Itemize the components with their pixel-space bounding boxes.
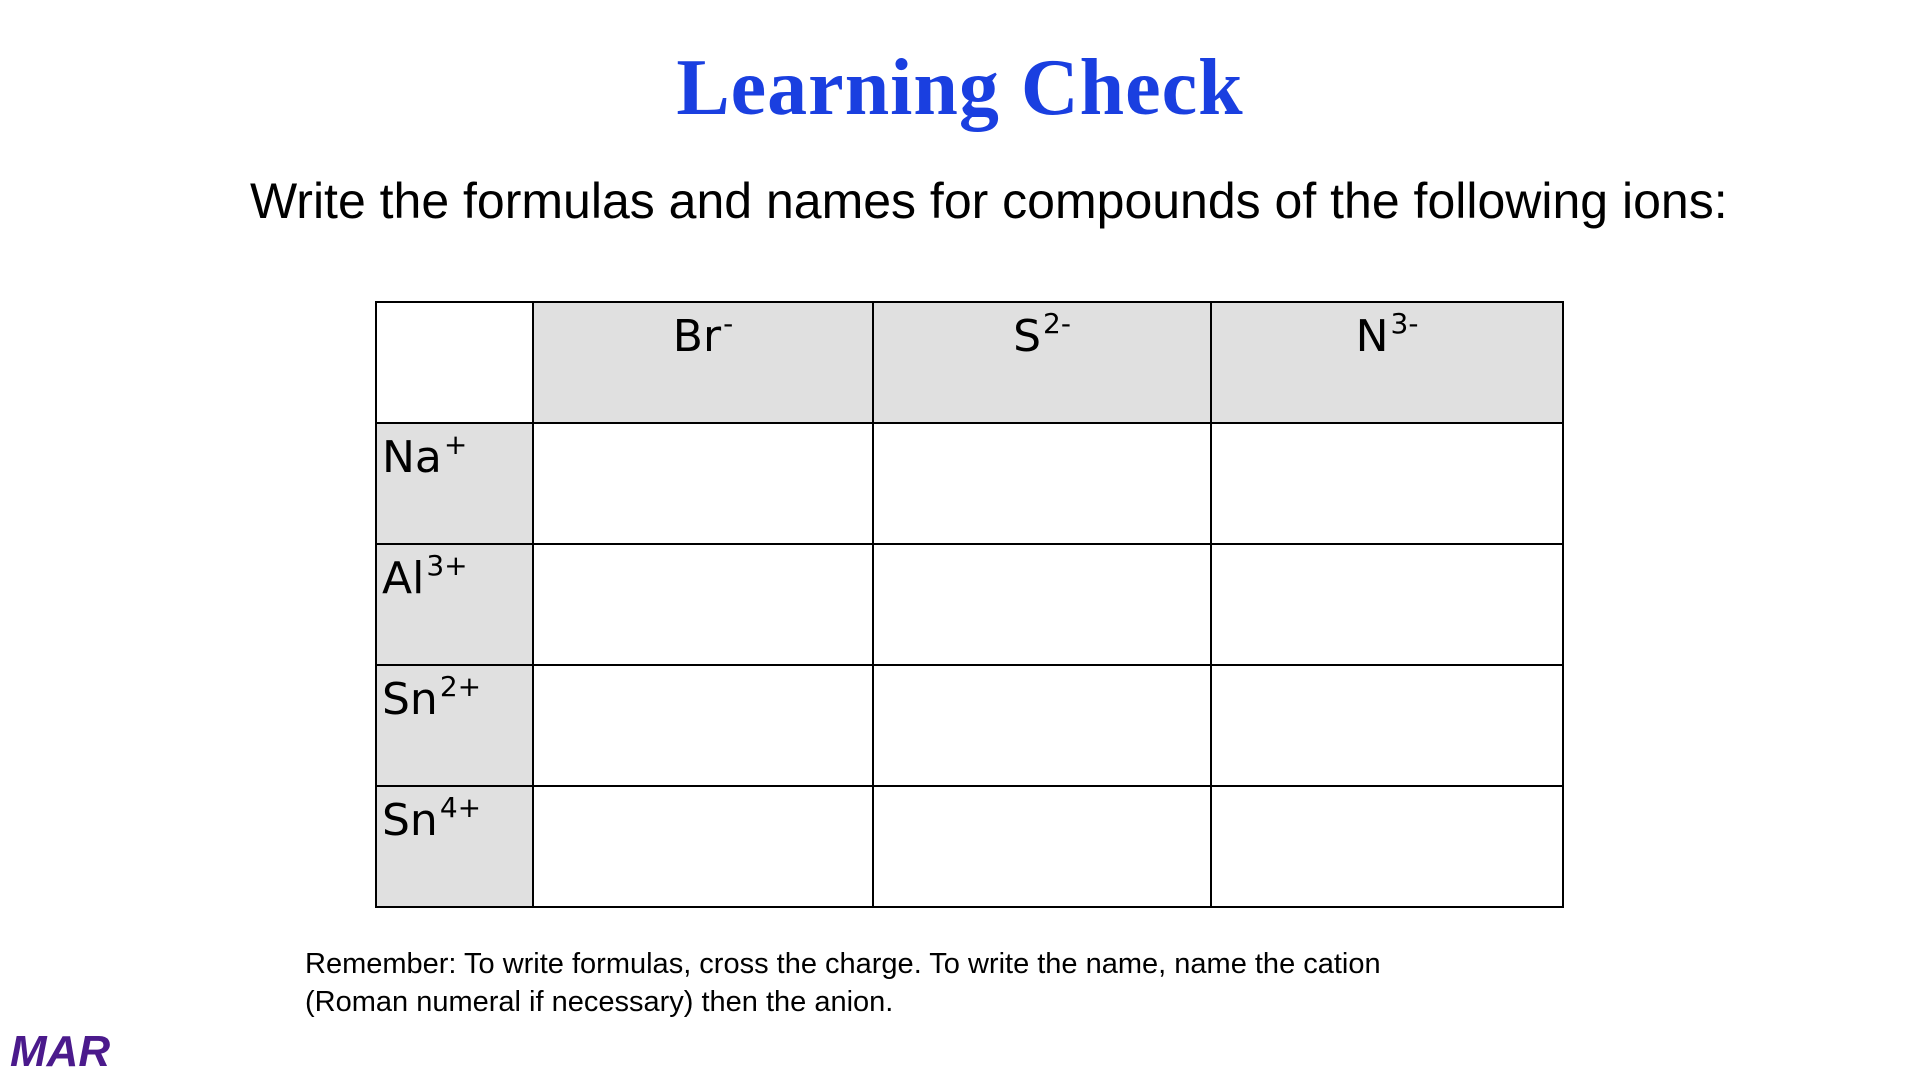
answer-cell: [873, 423, 1211, 544]
anion-symbol: N: [1355, 311, 1389, 362]
table-row: [376, 786, 1563, 907]
anion-header-br: [533, 302, 873, 423]
cation-charge: +: [443, 428, 468, 461]
slide-title: Learning Check: [676, 44, 1244, 132]
anion-charge: 2-: [1043, 307, 1071, 340]
cation-header-al: [376, 544, 533, 665]
cation-charge: 3+: [426, 549, 468, 582]
anion-charge: -: [723, 307, 734, 340]
cation-header-sn4: [376, 786, 533, 907]
table-row: [376, 665, 1563, 786]
cation-symbol: Sn: [382, 795, 438, 846]
anion-symbol: Br: [672, 311, 722, 362]
table-header-row: [376, 302, 1563, 423]
answer-cell: [533, 544, 873, 665]
reminder-line-1: Remember: To write formulas, cross the charge. To write the name, name the cation: [305, 948, 1381, 980]
cation-symbol: Sn: [382, 674, 438, 725]
anion-header-s: [873, 302, 1211, 423]
answer-cell: [873, 786, 1211, 907]
answer-cell: [1211, 423, 1563, 544]
reminder-note: [305, 945, 1705, 1021]
answer-cell: [533, 786, 873, 907]
author-initials: MAR: [10, 1027, 111, 1076]
answer-cell: [533, 423, 873, 544]
table-corner-cell: [376, 302, 533, 423]
table-row: [376, 544, 1563, 665]
cation-charge: 2+: [439, 670, 482, 703]
cation-header-na: [376, 423, 533, 544]
cation-symbol: Na: [382, 432, 442, 483]
cation-charge: 4+: [439, 791, 482, 824]
answer-cell: [1211, 544, 1563, 665]
anion-charge: 3-: [1390, 307, 1419, 340]
answer-cell: [1211, 665, 1563, 786]
anion-symbol: S: [1013, 311, 1041, 362]
answer-cell: [533, 665, 873, 786]
answer-cell: [873, 544, 1211, 665]
answer-cell: [873, 665, 1211, 786]
cation-header-sn2: [376, 665, 533, 786]
answer-cell: [1211, 786, 1563, 907]
table-row: [376, 423, 1563, 544]
anion-header-n: [1211, 302, 1563, 423]
reminder-line-2: (Roman numeral if necessary) then the anion.: [305, 986, 894, 1018]
ion-table: [375, 301, 1564, 908]
cation-symbol: Al: [382, 553, 425, 604]
slide-subtitle: Write the formulas and names for compounds of the following ions:: [250, 173, 1728, 229]
